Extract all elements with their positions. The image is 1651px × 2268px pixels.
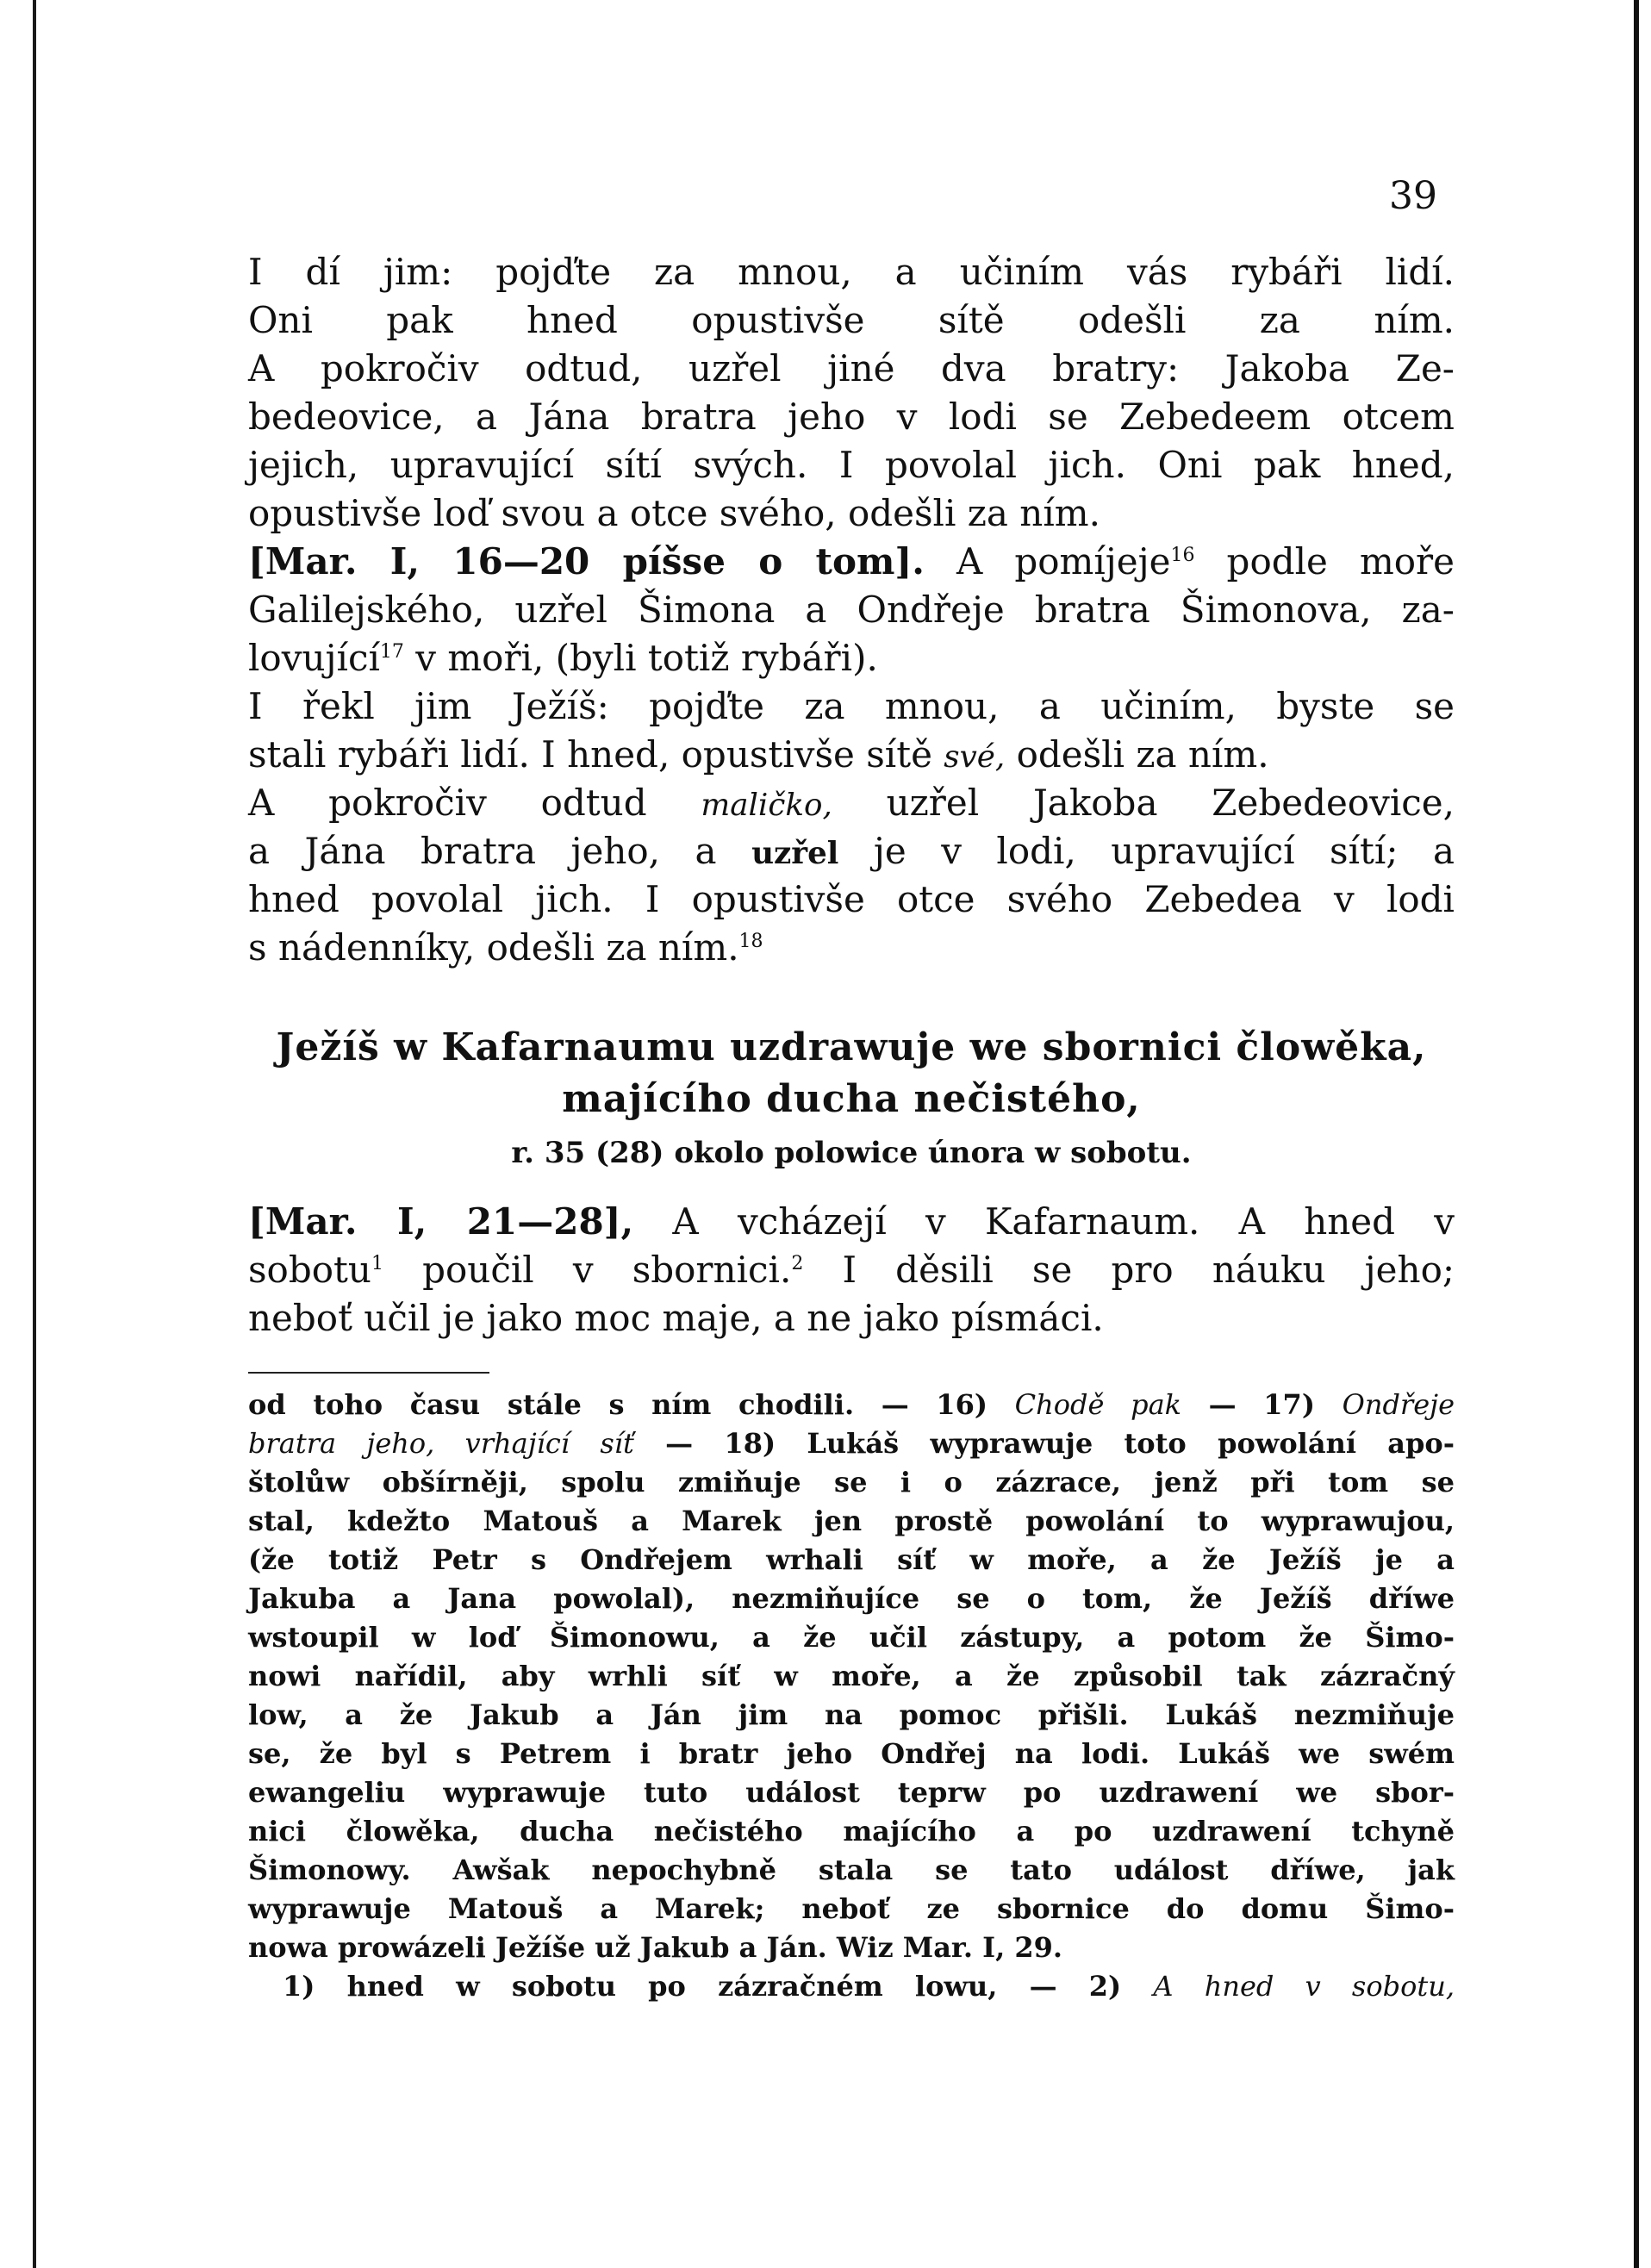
footnote-line: low, a že Jakub a Ján jim na pomoc přišli. Lukáš nezmiňuje (248, 1698, 1455, 1731)
footnote-mark: 18 (738, 931, 763, 952)
text-line: Galilejského, uzřel Šimona a Ondřeje bratra Šimonova, za- (248, 589, 1455, 631)
heading-date: r. 35 (28) okolo polowice února w sobotu. (511, 1136, 1192, 1170)
footnote-line: 1) hned w sobotu po zázračném lowu, — 2) A hned v sobotu, (283, 1970, 1455, 2003)
footnote-line: se, že byl s Petrem i bratr jeho Ondřej na lodi. Lukáš we swém (248, 1737, 1455, 1770)
text-line: lovující$^{17}$ v moři, (byli totiž rybáři). (248, 637, 878, 679)
footnotes (248, 1386, 1455, 2006)
text-line: A pokročiv odtud maličko, uzřel Jakoba Zebedeovice, (248, 782, 1455, 824)
footnote-line: štolůw obšírněji, spolu zmiňuje se i o zázrace, jenž při tom se (248, 1466, 1455, 1498)
text-line: Oni pak hned opustivše sítě odešli za ním. (248, 299, 1455, 341)
text-line: I řekl jim Ježíš: pojďte za mnou, a učiním, byste se (248, 685, 1455, 727)
footnote-divider (248, 1372, 489, 1374)
section-heading (248, 1022, 1455, 1177)
text-line: bedeovice, a Jána bratra jeho v lodi se Zebedeem otcem (248, 396, 1455, 438)
text-line: s nádenníky, odešli za ním.$^{18}$ (248, 926, 763, 969)
footnote-line: od toho času stále s ním chodili. — 16) Chodě pak — 17) Ondřeje (248, 1388, 1455, 1421)
footnote-line: wstoupil w loď Šimonowu, a že učil zástupy, a potom že Šimo- (248, 1621, 1455, 1654)
footnote-line: Jakuba a Jana powolal), nezmiňujíce se o tom, že Ježíš dříwe (248, 1582, 1455, 1615)
page-edge-right (1634, 0, 1639, 2268)
text-line: I dí jim: pojďte za mnou, a učiním vás rybáři lidí. (248, 251, 1455, 293)
footnote-line: Šimonowy. Awšak nepochybně stala se tato událost dříwe, jak (248, 1854, 1455, 1886)
footnote-line: bratra jeho, vrhající síť — 18) Lukáš wyprawuje toto powolání apo- (248, 1427, 1455, 1460)
footnote-line: (že totiž Petr s Ondřejem wrhali síť w moře, a že Ježíš je a (248, 1543, 1455, 1576)
section-text (248, 1198, 1455, 1343)
text-line: A pokročiv odtud, uzřel jiné dva bratry: Jakoba Ze- (248, 347, 1455, 389)
footnote-line: ewangeliu wyprawuje tuto událost teprw po uzdrawení we sbor- (248, 1776, 1455, 1809)
footnote-line: nowa prowázeli Ježíše už Jakub a Ján. Wiz Mar. I, 29. (248, 1931, 1063, 1964)
main-text (248, 248, 1455, 972)
footnote-line: stal, kdežto Matouš a Marek jen prostě powolání to wyprawujou, (248, 1505, 1455, 1537)
footnote-line: nowi nařídil, aby wrhli síť w moře, a že způsobil tak zázračný (248, 1660, 1455, 1692)
text-line: opustivše loď svou a otce svého, odešli za ním. (248, 492, 1100, 534)
text-line: [Mar. I, 21—28], A vcházejí v Kafarnaum. A hned v (248, 1200, 1455, 1243)
footnote-line: wyprawuje Matouš a Marek; neboť ze sbornice do domu Šimo- (248, 1892, 1455, 1925)
text-line: a Jána bratra jeho, a uzřel je v lodi, upravující sítí; a (248, 830, 1455, 872)
heading-title: Ježíš w Kafarnaumu uzdrawuje we sbornici člowěka, (276, 1025, 1427, 1069)
footnote-mark: 1 (371, 1253, 383, 1274)
scripture-reference: [Mar. I, 21—28], (248, 1200, 634, 1243)
heading-title-cont: majícího ducha nečistého, (562, 1077, 1141, 1121)
text-line: hned povolal jich. I opustivše otce svého Zebedea v lodi (248, 878, 1455, 920)
page-number: 39 (1389, 174, 1437, 218)
footnote-mark: 17 (379, 641, 404, 663)
text-line: neboť učil je jako moc maje, a ne jako písmáci. (248, 1297, 1104, 1339)
footnote-line: nici člowěka, ducha nečistého majícího a po uzdrawení tchyně (248, 1815, 1455, 1847)
text-line: jejich, upravující sítí svých. I povolal jich. Oni pak hned, (248, 444, 1455, 486)
footnote-mark: 16 (1170, 545, 1195, 566)
page-edge-left (33, 0, 36, 2268)
text-line: sobotu$^1$ poučil v sbornici.$^2$ I děsili se pro náuku jeho; (248, 1249, 1455, 1291)
text-line: stali rybáři lidí. I hned, opustivše sítě své, odešli za ním. (248, 733, 1269, 776)
scripture-reference: [Mar. I, 16—20 píšse o tom]. (248, 540, 925, 583)
footnote-mark: 2 (791, 1253, 804, 1274)
text-line: [Mar. I, 16—20 píšse o tom]. A pomíjeje$^{16}$ podle moře (248, 540, 1455, 583)
